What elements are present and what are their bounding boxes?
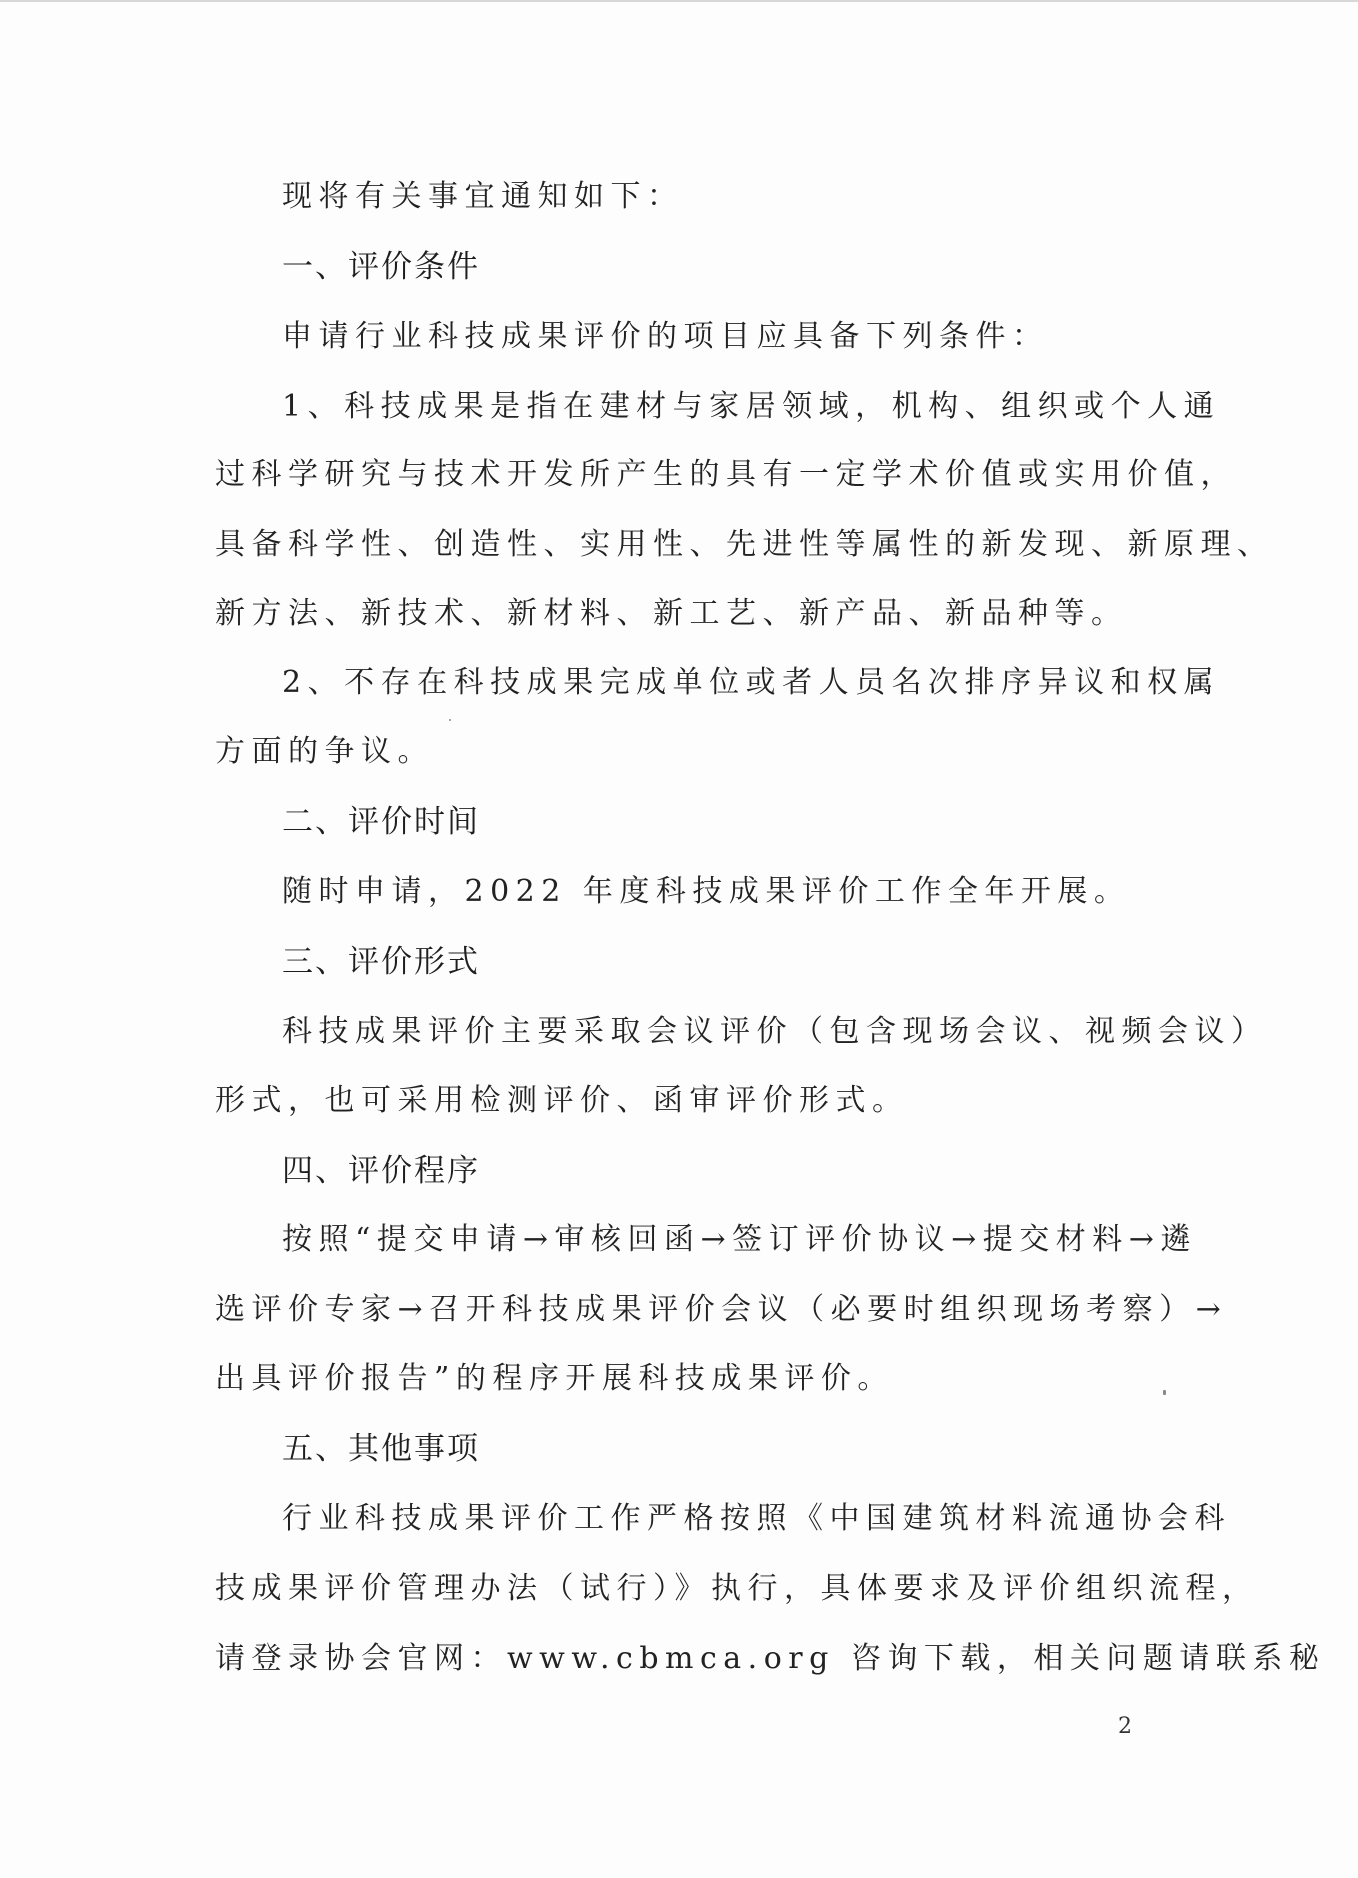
section-1-item-2-line-2: 方面的争议。 bbox=[215, 734, 434, 769]
section-1-item-1-line-2: 过科学研究与技术开发所产生的具有一定学术价值或实用价值， bbox=[215, 457, 1237, 492]
scan-speck bbox=[449, 719, 451, 721]
section-4-body-line-1: 按照“提交申请→审核回函→签订评价协议→提交材料→遴 bbox=[282, 1222, 1197, 1257]
section-4-body-line-2: 选评价专家→召开科技成果评价会议（必要时组织现场考察）→ bbox=[215, 1292, 1228, 1327]
section-3-body-line-2: 形式，也可采用检测评价、函审评价形式。 bbox=[215, 1083, 909, 1118]
scan-speck bbox=[1163, 1390, 1166, 1395]
section-2-body: 随时申请，2022 年度科技成果评价工作全年开展。 bbox=[282, 874, 1131, 909]
section-5-body-line-2: 技成果评价管理办法（试行）》执行，具体要求及评价组织流程， bbox=[215, 1571, 1259, 1606]
page-number: 2 bbox=[1118, 1714, 1132, 1739]
section-3-heading: 三、评价形式 bbox=[282, 944, 480, 980]
section-1-item-2-line-1: 2、不存在科技成果完成单位或者人员名次排序异议和权属 bbox=[282, 665, 1221, 700]
intro-paragraph: 现将有关事宜通知如下： bbox=[282, 179, 684, 214]
section-2-heading: 二、评价时间 bbox=[282, 804, 480, 840]
section-5-heading: 五、其他事项 bbox=[282, 1431, 480, 1467]
section-1-item-1-line-1: 1、科技成果是指在建材与家居领域，机构、组织或个人通 bbox=[282, 389, 1221, 424]
section-4-heading: 四、评价程序 bbox=[282, 1153, 480, 1189]
section-5-body-line-3: 请登录协会官网：www.cbmca.org 咨询下载，相关问题请联系秘 bbox=[215, 1641, 1326, 1676]
section-1-lead: 申请行业科技成果评价的项目应具备下列条件： bbox=[282, 319, 1049, 354]
section-5-body-line-1: 行业科技成果评价工作严格按照《中国建筑材料流通协会科 bbox=[282, 1501, 1231, 1536]
section-1-item-1-line-4: 新方法、新技术、新材料、新工艺、新产品、新品种等。 bbox=[215, 596, 1128, 631]
section-1-item-1-line-3: 具备科学性、创造性、实用性、先进性等属性的新发现、新原理、 bbox=[215, 527, 1274, 562]
section-3-body-line-1: 科技成果评价主要采取会议评价（包含现场会议、视频会议） bbox=[282, 1014, 1268, 1049]
section-4-body-line-3: 出具评价报告”的程序开展科技成果评价。 bbox=[215, 1361, 894, 1396]
section-1-heading: 一、评价条件 bbox=[282, 249, 480, 285]
